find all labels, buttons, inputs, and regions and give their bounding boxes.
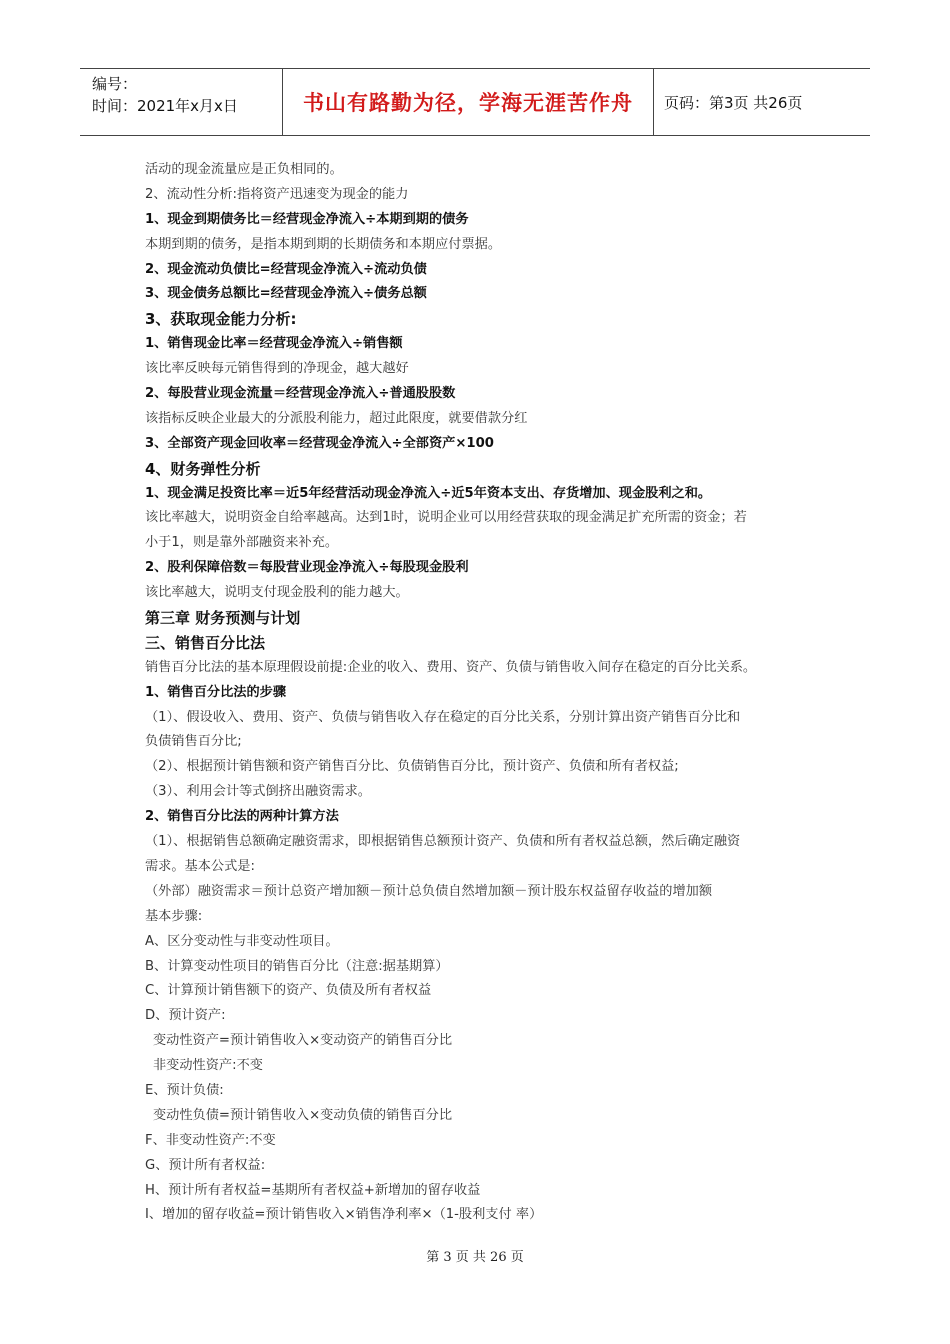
formula-line: 2、销售百分比法的两种计算方法	[145, 809, 339, 825]
text-line: B、计算变动性项目的销售百分比（注意:据基期算）	[145, 958, 449, 974]
text-line: 销售百分比法的基本原理假设前提:企业的收入、费用、资产、负债与销售收入间存在稳定的百分比关系。	[145, 659, 757, 675]
page-footer	[0, 1246, 950, 1265]
formula-line: 2、现金流动负债比=经营现金净流入÷流动负债	[145, 261, 427, 277]
text-line: 本期到期的债务，是指本期到期的长期债务和本期应付票据。	[145, 236, 502, 252]
header-motto: 书山有路勤为径，学海无涯苦作舟	[303, 91, 633, 115]
text-line: 2、流动性分析:指将资产迅速变为现金的能力	[145, 186, 409, 202]
formula-line: 1、销售百分比法的步骤	[145, 684, 287, 700]
header-right-cell	[654, 69, 870, 135]
text-line: A、区分变动性与非变动性项目。	[145, 933, 339, 949]
page-header	[80, 68, 870, 136]
document-time-label: 时间：2021年x月x日	[92, 97, 238, 115]
section-heading: 3、获取现金能力分析:	[145, 310, 297, 329]
text-line: 非变动性资产:不变	[153, 1058, 263, 1074]
text-line: （2）、根据预计销售额和资产销售百分比、负债销售百分比，预计资产、负债和所有者权益;	[145, 759, 679, 775]
text-line: E、预计负债:	[145, 1082, 224, 1098]
text-line: 该比率反映每元销售得到的净现金，越大越好	[145, 361, 409, 377]
text-line: 该比率越大，说明资金自给率越高。达到1时，说明企业可以用经营获取的现金满足扩充所需的资金；若	[145, 510, 747, 526]
text-line: （3）、利用会计等式倒挤出融资需求。	[145, 784, 371, 800]
text-line: 基本步骤:	[145, 908, 203, 924]
formula-line: 3、全部资产现金回收率＝经营现金净流入÷全部资产×100	[145, 435, 494, 451]
formula-line: 2、每股营业现金流量＝经营现金净流入÷普通股股数	[145, 386, 456, 402]
text-line: F、非变动性资产:不变	[145, 1132, 276, 1148]
text-line: G、预计所有者权益:	[145, 1157, 266, 1173]
text-line: 活动的现金流量应是正负相同的。	[145, 162, 343, 177]
text-line: （外部）融资需求＝预计总资产增加额－预计总负债自然增加额－预计股东权益留存收益的增加额	[145, 883, 713, 899]
text-line: 该指标反映企业最大的分派股利能力，超过此限度，就要借款分红	[145, 410, 528, 426]
text-line: I、增加的留存收益=预计销售收入×销售净利率×（1-股利支付 率）	[145, 1207, 543, 1223]
formula-line: 1、销售现金比率＝经营现金净流入÷销售额	[145, 336, 403, 352]
section-heading: 第三章 财务预测与计划	[145, 609, 301, 628]
formula-line: 2、股利保障倍数＝每股营业现金净流入÷每股现金股利	[145, 560, 469, 576]
section-heading: 三、销售百分比法	[145, 633, 266, 652]
text-line: （1）、根据销售总额确定融资需求，即根据销售总额预计资产、负债和所有者权益总额，然后确定融资	[145, 834, 741, 850]
formula-line: 1、现金到期债务比＝经营现金净流入÷本期到期的债务	[145, 211, 469, 227]
text-line: 该比率越大，说明支付现金股利的能力越大。	[145, 585, 409, 601]
header-middle-cell	[282, 69, 654, 135]
section-heading: 4、财务弹性分析	[145, 459, 261, 478]
text-line: （1）、假设收入、费用、资产、负债与销售收入存在稳定的百分比关系，分别计算出资产销售百分比和	[145, 709, 741, 725]
formula-line: 1、现金满足投资比率＝近5年经营活动现金净流入÷近5年资本支出、存货增加、现金股利之和。	[145, 485, 712, 501]
text-line: D、预计资产:	[145, 1008, 226, 1024]
formula-line: 3、现金债务总额比=经营现金净流入÷债务总额	[145, 286, 427, 302]
text-line: C、计算预计销售额下的资产、负债及所有者权益	[145, 983, 432, 999]
text-line: 变动性负债=预计销售收入×变动负债的销售百分比	[153, 1107, 453, 1123]
header-page-number: 页码：第3页 共26页	[664, 93, 803, 112]
header-left-cell	[80, 69, 282, 135]
document-number-label: 编号：	[92, 75, 138, 93]
footer-page-number: 第 3 页 共 26 页	[426, 1250, 524, 1265]
text-line: H、预计所有者权益=基期所有者权益+新增加的留存收益	[145, 1182, 481, 1198]
text-line: 变动性资产=预计销售收入×变动资产的销售百分比	[153, 1033, 453, 1049]
document-body	[145, 158, 815, 1228]
text-line: 需求。基本公式是:	[145, 858, 255, 874]
text-line: 负债销售百分比;	[145, 734, 242, 750]
text-line: 小于1，则是靠外部融资来补充。	[145, 535, 339, 551]
